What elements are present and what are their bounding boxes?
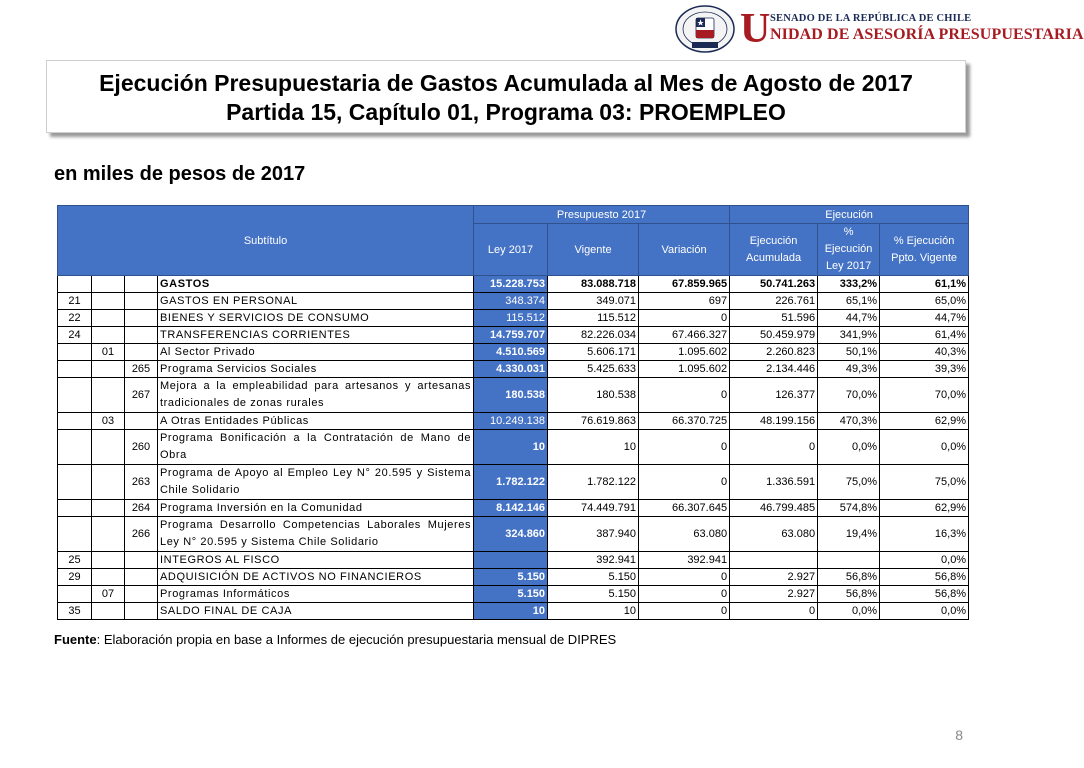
cell-pct-ley: 75,0% bbox=[818, 465, 880, 500]
cell-pct-vigente: 56,8% bbox=[880, 586, 969, 603]
slide-title-line2: Partida 15, Capítulo 01, Programa 03: PROEMPLEO bbox=[226, 99, 786, 125]
cell-variacion: 0 bbox=[639, 603, 730, 620]
page-number: 8 bbox=[955, 727, 963, 743]
cell-vigente: 1.782.122 bbox=[548, 465, 639, 500]
cell-item bbox=[92, 361, 125, 378]
cell-subtitulo bbox=[58, 517, 92, 552]
cell-pct-vigente: 16,3% bbox=[880, 517, 969, 552]
header-subtitulo: Subtítulo bbox=[58, 206, 474, 276]
cell-vigente: 5.606.171 bbox=[548, 344, 639, 361]
table-row bbox=[58, 344, 969, 361]
cell-description: Mejora a la empleabilidad para artesanos y artesanas tradicionales de zonas rurales bbox=[158, 378, 474, 413]
cell-pct-ley: 49,3% bbox=[818, 361, 880, 378]
table-row bbox=[58, 603, 969, 620]
unit-name: NIDAD DE ASESORÍA PRESUPUESTARIA bbox=[770, 26, 1084, 43]
cell-subtitulo: 35 bbox=[58, 603, 92, 620]
cell-description: GASTOS EN PERSONAL bbox=[158, 293, 474, 310]
source-label: Fuente bbox=[54, 632, 97, 647]
cell-item bbox=[92, 517, 125, 552]
cell-item bbox=[92, 327, 125, 344]
cell-ley: 4.510.569 bbox=[474, 344, 548, 361]
cell-item bbox=[92, 569, 125, 586]
budget-table bbox=[57, 205, 969, 620]
cell-ejecucion: 0 bbox=[730, 430, 818, 465]
cell-description: Programa Bonificación a la Contratación de Mano de Obra bbox=[158, 430, 474, 465]
cell-ley: 4.330.031 bbox=[474, 361, 548, 378]
cell-ley: 8.142.146 bbox=[474, 500, 548, 517]
cell-subtitulo: 22 bbox=[58, 310, 92, 327]
cell-item bbox=[92, 465, 125, 500]
cell-pct-vigente: 62,9% bbox=[880, 500, 969, 517]
table-row bbox=[58, 586, 969, 603]
cell-description: Programa de Apoyo al Empleo Ley N° 20.595 y Sistema Chile Solidario bbox=[158, 465, 474, 500]
cell-ejecucion: 2.927 bbox=[730, 586, 818, 603]
cell-variacion: 0 bbox=[639, 378, 730, 413]
cell-subtitulo bbox=[58, 465, 92, 500]
cell-pct-vigente: 44,7% bbox=[880, 310, 969, 327]
cell-pct-vigente: 0,0% bbox=[880, 552, 969, 569]
cell-description: GASTOS bbox=[158, 276, 474, 293]
cell-pct-ley: 341,9% bbox=[818, 327, 880, 344]
cell-subtitulo: 21 bbox=[58, 293, 92, 310]
cell-pct-ley: 333,2% bbox=[818, 276, 880, 293]
cell-ejecucion: 2.927 bbox=[730, 569, 818, 586]
cell-subtitulo bbox=[58, 586, 92, 603]
cell-asignacion bbox=[125, 327, 158, 344]
cell-vigente: 82.226.034 bbox=[548, 327, 639, 344]
cell-ley: 115.512 bbox=[474, 310, 548, 327]
cell-variacion: 66.370.725 bbox=[639, 413, 730, 430]
cell-item bbox=[92, 293, 125, 310]
cell-asignacion: 265 bbox=[125, 361, 158, 378]
cell-item bbox=[92, 276, 125, 293]
cell-asignacion: 264 bbox=[125, 500, 158, 517]
cell-ley: 180.538 bbox=[474, 378, 548, 413]
cell-description: BIENES Y SERVICIOS DE CONSUMO bbox=[158, 310, 474, 327]
table-row bbox=[58, 517, 969, 552]
cell-description: Programa Inversión en la Comunidad bbox=[158, 500, 474, 517]
cell-variacion: 0 bbox=[639, 569, 730, 586]
cell-variacion: 67.859.965 bbox=[639, 276, 730, 293]
cell-ley: 5.150 bbox=[474, 586, 548, 603]
cell-asignacion bbox=[125, 586, 158, 603]
cell-variacion: 0 bbox=[639, 430, 730, 465]
cell-subtitulo bbox=[58, 430, 92, 465]
cell-vigente: 115.512 bbox=[548, 310, 639, 327]
cell-vigente: 387.940 bbox=[548, 517, 639, 552]
cell-ley: 348.374 bbox=[474, 293, 548, 310]
cell-item bbox=[92, 310, 125, 327]
table-row bbox=[58, 361, 969, 378]
header-vigente: Vigente bbox=[548, 224, 639, 276]
cell-description: INTEGROS AL FISCO bbox=[158, 552, 474, 569]
header-pct-vigente: % Ejecución Ppto. Vigente bbox=[880, 224, 969, 276]
cell-pct-ley: 574,8% bbox=[818, 500, 880, 517]
senate-logo bbox=[672, 4, 1084, 54]
cell-subtitulo: 29 bbox=[58, 569, 92, 586]
cell-variacion: 1.095.602 bbox=[639, 344, 730, 361]
cell-variacion: 0 bbox=[639, 310, 730, 327]
cell-asignacion: 266 bbox=[125, 517, 158, 552]
header-ley: Ley 2017 bbox=[474, 224, 548, 276]
cell-pct-ley: 19,4% bbox=[818, 517, 880, 552]
cell-subtitulo bbox=[58, 378, 92, 413]
cell-vigente: 10 bbox=[548, 603, 639, 620]
cell-description: A Otras Entidades Públicas bbox=[158, 413, 474, 430]
cell-asignacion bbox=[125, 293, 158, 310]
senate-seal-icon bbox=[674, 4, 736, 54]
table-row bbox=[58, 552, 969, 569]
cell-ley: 10.249.138 bbox=[474, 413, 548, 430]
table-row bbox=[58, 293, 969, 310]
cell-ejecucion: 48.199.156 bbox=[730, 413, 818, 430]
cell-description: Programas Informáticos bbox=[158, 586, 474, 603]
cell-subtitulo: 24 bbox=[58, 327, 92, 344]
cell-ley: 10 bbox=[474, 430, 548, 465]
cell-subtitulo bbox=[58, 413, 92, 430]
cell-pct-ley: 44,7% bbox=[818, 310, 880, 327]
header-ejec-acumulada: Ejecución Acumulada bbox=[730, 224, 818, 276]
cell-item bbox=[92, 603, 125, 620]
cell-item: 07 bbox=[92, 586, 125, 603]
table-row bbox=[58, 327, 969, 344]
cell-description: Programa Desarrollo Competencias Laborales Mujeres Ley N° 20.595 y Sistema Chile Solidario bbox=[158, 517, 474, 552]
cell-pct-ley: 50,1% bbox=[818, 344, 880, 361]
header-presupuesto: Presupuesto 2017 bbox=[474, 206, 730, 224]
cell-subtitulo bbox=[58, 361, 92, 378]
cell-ejecucion: 126.377 bbox=[730, 378, 818, 413]
cell-ley: 10 bbox=[474, 603, 548, 620]
cell-asignacion bbox=[125, 552, 158, 569]
cell-pct-vigente: 65,0% bbox=[880, 293, 969, 310]
cell-ejecucion: 50.741.263 bbox=[730, 276, 818, 293]
cell-vigente: 5.150 bbox=[548, 586, 639, 603]
cell-variacion: 697 bbox=[639, 293, 730, 310]
cell-pct-ley: 70,0% bbox=[818, 378, 880, 413]
cell-item bbox=[92, 552, 125, 569]
cell-asignacion: 260 bbox=[125, 430, 158, 465]
cell-vigente: 392.941 bbox=[548, 552, 639, 569]
cell-ley bbox=[474, 552, 548, 569]
cell-ejecucion: 50.459.979 bbox=[730, 327, 818, 344]
cell-pct-vigente: 40,3% bbox=[880, 344, 969, 361]
cell-asignacion bbox=[125, 413, 158, 430]
cell-subtitulo bbox=[58, 276, 92, 293]
cell-ejecucion: 0 bbox=[730, 603, 818, 620]
cell-variacion: 0 bbox=[639, 465, 730, 500]
cell-variacion: 63.080 bbox=[639, 517, 730, 552]
cell-ejecucion: 63.080 bbox=[730, 517, 818, 552]
cell-item: 03 bbox=[92, 413, 125, 430]
cell-asignacion bbox=[125, 344, 158, 361]
cell-description: ADQUISICIÓN DE ACTIVOS NO FINANCIEROS bbox=[158, 569, 474, 586]
brand-initial: U bbox=[740, 6, 771, 52]
cell-pct-ley bbox=[818, 552, 880, 569]
cell-pct-ley: 470,3% bbox=[818, 413, 880, 430]
cell-asignacion bbox=[125, 276, 158, 293]
cell-asignacion: 267 bbox=[125, 378, 158, 413]
slide-title-line1: Ejecución Presupuestaria de Gastos Acumulada al Mes de Agosto de 2017 bbox=[99, 70, 913, 96]
cell-pct-vigente: 56,8% bbox=[880, 569, 969, 586]
cell-description: TRANSFERENCIAS CORRIENTES bbox=[158, 327, 474, 344]
cell-subtitulo: 25 bbox=[58, 552, 92, 569]
table-row bbox=[58, 430, 969, 465]
source-note bbox=[54, 632, 616, 647]
cell-pct-vigente: 61,4% bbox=[880, 327, 969, 344]
table-row bbox=[58, 500, 969, 517]
cell-pct-vigente: 0,0% bbox=[880, 430, 969, 465]
slide-title-box bbox=[46, 60, 966, 133]
cell-ejecucion: 51.596 bbox=[730, 310, 818, 327]
header-pct-ley: % Ejecución Ley 2017 bbox=[818, 224, 880, 276]
cell-vigente: 76.619.863 bbox=[548, 413, 639, 430]
cell-ley: 14.759.707 bbox=[474, 327, 548, 344]
table-row bbox=[58, 378, 969, 413]
cell-item: 01 bbox=[92, 344, 125, 361]
cell-ejecucion: 2.260.823 bbox=[730, 344, 818, 361]
table-row bbox=[58, 276, 969, 293]
cell-pct-vigente: 39,3% bbox=[880, 361, 969, 378]
cell-subtitulo bbox=[58, 344, 92, 361]
cell-pct-ley: 0,0% bbox=[818, 603, 880, 620]
cell-pct-vigente: 0,0% bbox=[880, 603, 969, 620]
units-subtitle: en miles de pesos de 2017 bbox=[54, 163, 306, 185]
cell-item bbox=[92, 500, 125, 517]
cell-pct-vigente: 75,0% bbox=[880, 465, 969, 500]
cell-pct-ley: 56,8% bbox=[818, 586, 880, 603]
cell-pct-ley: 65,1% bbox=[818, 293, 880, 310]
cell-ejecucion bbox=[730, 552, 818, 569]
header-ejecucion: Ejecución bbox=[730, 206, 969, 224]
cell-ejecucion: 2.134.446 bbox=[730, 361, 818, 378]
cell-ley: 324.860 bbox=[474, 517, 548, 552]
cell-variacion: 67.466.327 bbox=[639, 327, 730, 344]
cell-vigente: 74.449.791 bbox=[548, 500, 639, 517]
cell-ley: 5.150 bbox=[474, 569, 548, 586]
cell-ley: 15.228.753 bbox=[474, 276, 548, 293]
cell-vigente: 180.538 bbox=[548, 378, 639, 413]
cell-variacion: 0 bbox=[639, 586, 730, 603]
cell-vigente: 5.425.633 bbox=[548, 361, 639, 378]
cell-description: SALDO FINAL DE CAJA bbox=[158, 603, 474, 620]
cell-pct-ley: 0,0% bbox=[818, 430, 880, 465]
cell-asignacion bbox=[125, 603, 158, 620]
cell-description: Al Sector Privado bbox=[158, 344, 474, 361]
cell-vigente: 5.150 bbox=[548, 569, 639, 586]
cell-pct-vigente: 61,1% bbox=[880, 276, 969, 293]
cell-pct-vigente: 62,9% bbox=[880, 413, 969, 430]
cell-ejecucion: 46.799.485 bbox=[730, 500, 818, 517]
cell-asignacion bbox=[125, 569, 158, 586]
cell-vigente: 349.071 bbox=[548, 293, 639, 310]
cell-variacion: 392.941 bbox=[639, 552, 730, 569]
source-text: : Elaboración propia en base a Informes de ejecución presupuestaria mensual de DIPRES bbox=[96, 632, 617, 647]
table-row bbox=[58, 310, 969, 327]
cell-vigente: 83.088.718 bbox=[548, 276, 639, 293]
table-body bbox=[58, 276, 969, 620]
cell-vigente: 10 bbox=[548, 430, 639, 465]
table-row bbox=[58, 465, 969, 500]
header-variacion: Variación bbox=[639, 224, 730, 276]
cell-asignacion: 263 bbox=[125, 465, 158, 500]
cell-description: Programa Servicios Sociales bbox=[158, 361, 474, 378]
cell-pct-ley: 56,8% bbox=[818, 569, 880, 586]
table-row bbox=[58, 569, 969, 586]
cell-item bbox=[92, 430, 125, 465]
cell-ejecucion: 226.761 bbox=[730, 293, 818, 310]
cell-variacion: 66.307.645 bbox=[639, 500, 730, 517]
cell-item bbox=[92, 378, 125, 413]
cell-subtitulo bbox=[58, 500, 92, 517]
cell-ley: 1.782.122 bbox=[474, 465, 548, 500]
cell-ejecucion: 1.336.591 bbox=[730, 465, 818, 500]
table-row bbox=[58, 413, 969, 430]
cell-variacion: 1.095.602 bbox=[639, 361, 730, 378]
cell-pct-vigente: 70,0% bbox=[880, 378, 969, 413]
senate-name: SENADO DE LA REPÚBLICA DE CHILE bbox=[770, 13, 972, 24]
cell-asignacion bbox=[125, 310, 158, 327]
